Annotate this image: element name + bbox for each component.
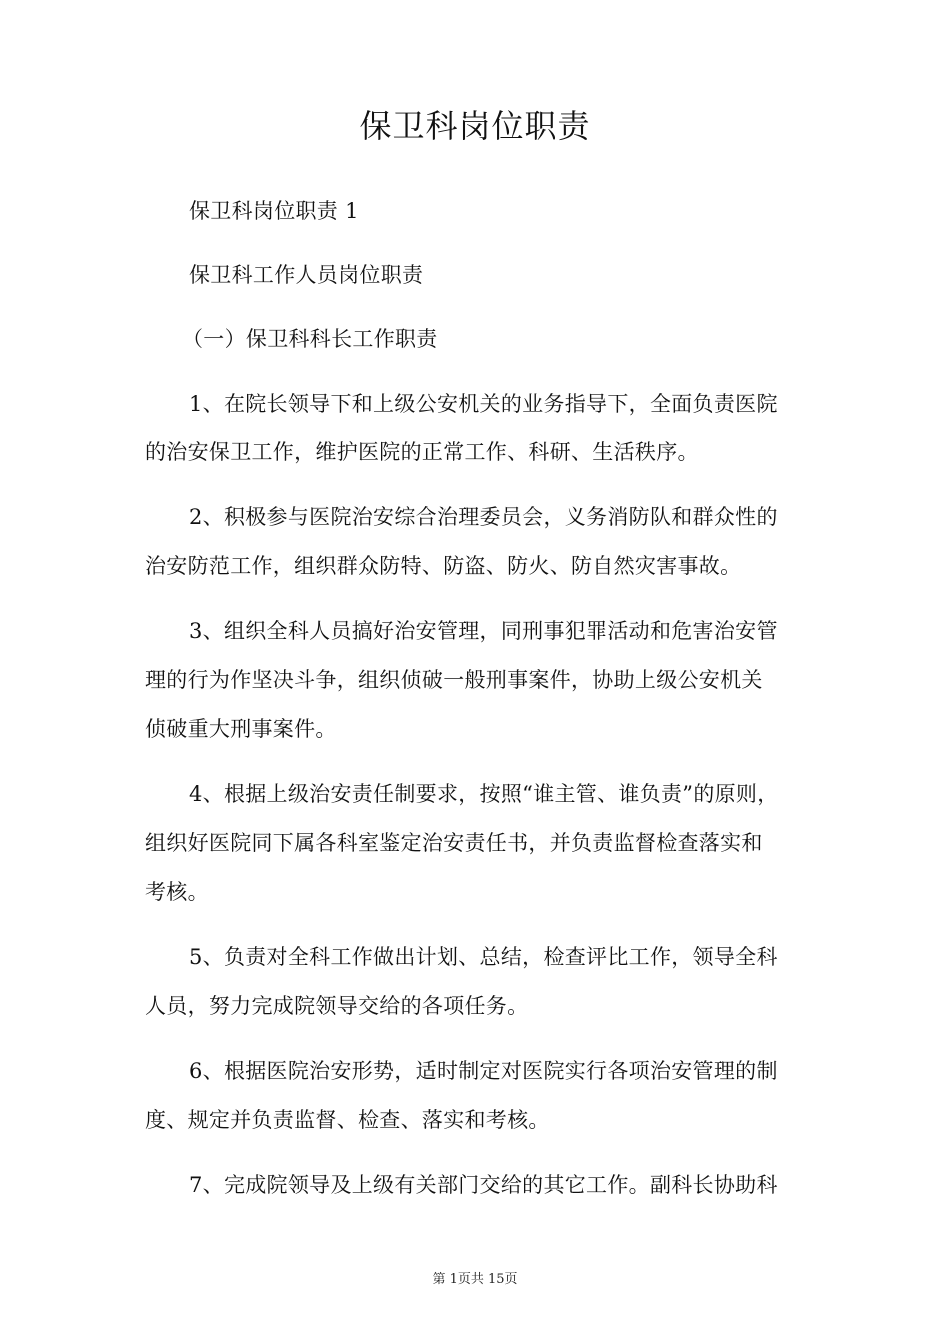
duty-item-6-line-2: 度、规定并负责监督、检查、落实和考核。 <box>145 1108 550 1132</box>
section-chief-duties: （一）保卫科科长工作职责 <box>182 327 438 351</box>
duty-item-4-line-3: 考核。 <box>145 880 209 904</box>
duty-item-7-line-1: 7、完成院领导及上级有关部门交给的其它工作。副科长协助科 <box>189 1173 778 1197</box>
duty-item-3-line-3: 侦破重大刑事案件。 <box>145 717 337 741</box>
duty-item-4-line-1: 4、根据上级治安责任制要求，按照“谁主管、谁负责”的原则， <box>189 782 779 806</box>
page-number-footer: 第 1页共 15页 <box>432 1272 518 1287</box>
duty-item-5-line-2: 人员，努力完成院领导交给的各项任务。 <box>145 994 529 1018</box>
document-title: 保卫科岗位职责 <box>359 107 591 145</box>
duty-item-5-line-1: 5、负责对全科工作做出计划、总结，检查评比工作，领导全科 <box>189 945 778 969</box>
duty-item-3-line-1: 3、组织全科人员搞好治安管理，同刑事犯罪活动和危害治安管 <box>189 619 778 643</box>
heading-staff-duties: 保卫科工作人员岗位职责 <box>189 263 424 287</box>
duty-item-6-line-1: 6、根据医院治安形势，适时制定对医院实行各项治安管理的制 <box>189 1059 778 1083</box>
duty-item-3-line-2: 理的行为作坚决斗争，组织侦破一般刑事案件，协助上级公安机关 <box>145 668 763 692</box>
duty-item-2-line-2: 治安防范工作，组织群众防特、防盗、防火、防自然灾害事故。 <box>145 554 742 578</box>
duty-item-1-line-2: 的治安保卫工作，维护医院的正常工作、科研、生活秩序。 <box>145 440 699 464</box>
duty-item-1-line-1: 1、在院长领导下和上级公安机关的业务指导下，全面负责医院 <box>189 392 778 416</box>
duty-item-4-line-2: 组织好医院同下属各科室鉴定治安责任书，并负责监督检查落实和 <box>145 831 763 855</box>
heading-position-1: 保卫科岗位职责 1 <box>189 199 359 223</box>
duty-item-2-line-1: 2、积极参与医院治安综合治理委员会，义务消防队和群众性的 <box>189 505 778 529</box>
